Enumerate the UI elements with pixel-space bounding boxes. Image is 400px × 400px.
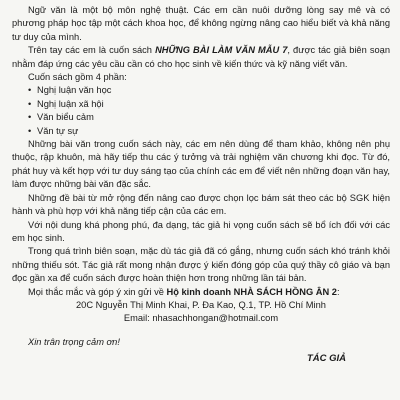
thanks-text: Xin trân trọng cảm ơn! <box>28 336 120 347</box>
book-intro-text-before: Trên tay các em là cuốn sách <box>28 45 156 56</box>
intro-paragraph: Ngữ văn là một bộ môn nghệ thuật. Các em cần nuôi dưỡng lòng say mê và có phương pháp học tập một cách khoa học, để không ngừng nâng cao hiểu biết và khả năng tư duy của mình. <box>12 5 390 42</box>
bullet-icon: • <box>28 125 32 136</box>
list-item <box>28 111 390 124</box>
book-title: NHỮNG BÀI LÀM VĂN MẪU 7 <box>155 45 288 56</box>
list-item-label: Văn biểu cảm <box>37 112 94 123</box>
list-item <box>28 125 390 138</box>
contact-intro-colon: : <box>336 286 340 297</box>
contact-intro-text: Mọi thắc mắc và góp ý xin gửi về <box>28 286 167 297</box>
book-intro-text-after: , được tác giả biên soạn nhằm đáp ứng các yêu cầu cần có cho học sinh về kiến thức và kỹ năng viết văn. <box>12 45 391 69</box>
topics-paragraph: Những đề bài từ mở rộng đến nâng cao được chọn lọc bám sát theo các bộ SGK hiện hành và phù hợp với khả năng tiếp cận của các em. <box>12 192 390 217</box>
hope-paragraph: Với nội dung khá phong phú, đa dạng, tác giả hi vọng cuốn sách sẽ bổ ích đối với các em học sinh. <box>12 219 390 243</box>
bullet-icon: • <box>28 85 32 96</box>
list-item <box>28 84 390 97</box>
contact-address: 20C Nguyễn Thị Minh Khai, P. Đa Kao, Q.1, TP. Hồ Chí Minh <box>76 299 326 310</box>
list-item-label: Nghị luận văn học <box>37 85 112 96</box>
list-item <box>28 98 390 111</box>
bullet-icon: • <box>28 112 32 123</box>
usage-paragraph: Những bài văn trong cuốn sách này, các em nên dùng để tham khảo, không nên phụ thuộc, rập khuôn, mà hãy tiếp thu các ý tưởng và trải nghiệm văn chương khi đọc. Từ đó, phát huy và kết hợp với tư duy sáng tạo của chính các em để viết nên những đoạn văn hay, làm được những bài văn đặc sắc. <box>12 139 390 190</box>
list-item-label: Văn tự sự <box>37 125 79 136</box>
parts-list <box>12 84 390 138</box>
book-intro-paragraph <box>12 44 390 71</box>
feedback-paragraph: Trong quá trình biên soạn, mặc dù tác giả đã có gắng, nhưng cuốn sách khó tránh khỏi những thiếu sót. Tác giả rất mong nhận được ý kiến đóng góp của quý thầy cô giáo và bạn đọc gần xa để cuốn sách được hoàn thiện hơn trong những lần tái bản. <box>12 246 390 284</box>
email-address: nhasachhongan@hotmail.com <box>152 313 279 324</box>
parts-heading: Cuốn sách gồm 4 phần: <box>28 72 127 83</box>
author-signature: TÁC GIẢ <box>306 353 346 364</box>
company-name: Hộ kinh doanh NHÀ SÁCH HỒNG ÂN 2 <box>166 286 337 297</box>
contact-intro <box>12 286 390 299</box>
list-item-label: Nghị luận xã hội <box>37 98 104 109</box>
bullet-icon: • <box>28 98 32 109</box>
email-label: Email: <box>123 313 153 324</box>
contact-email-line <box>12 312 390 325</box>
